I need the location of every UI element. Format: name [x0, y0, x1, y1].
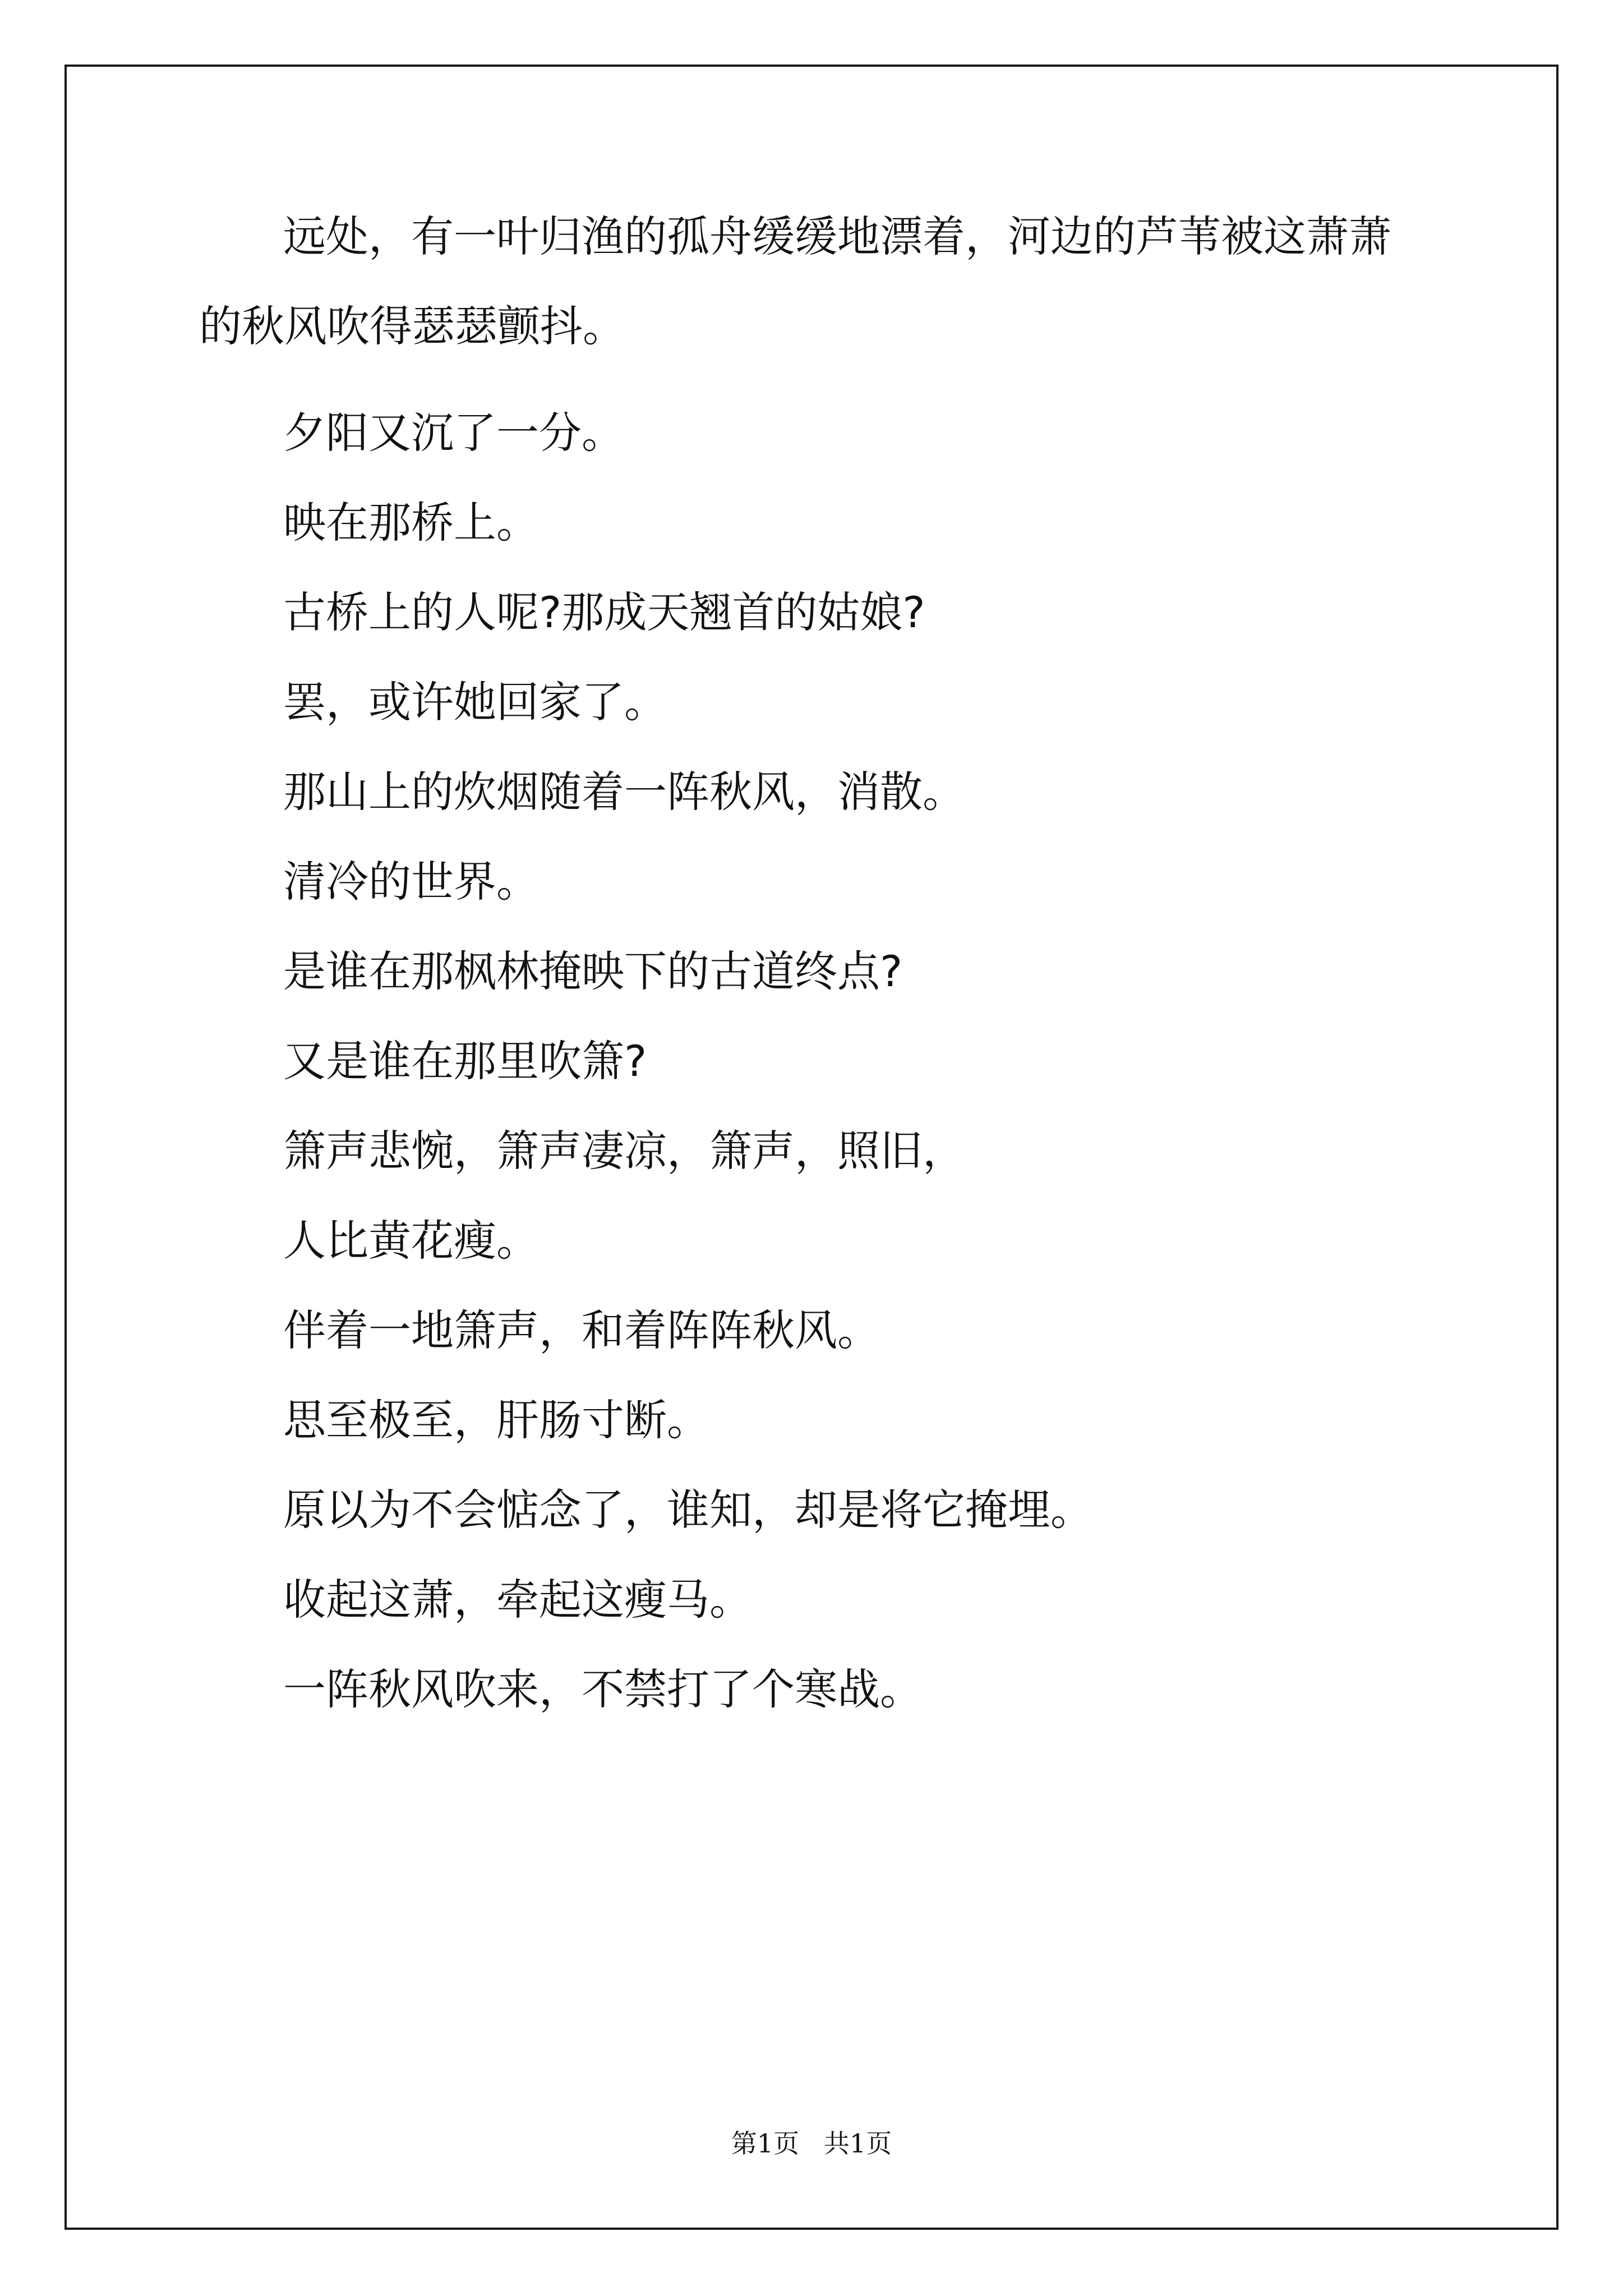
- paragraph: 映在那桥上。: [283, 498, 539, 547]
- paragraph: 原以为不会惦念了，谁知，却是将它掩埋。: [283, 1485, 1093, 1535]
- paragraph: 又是谁在那里吹箫?: [283, 1036, 647, 1086]
- page-number-footer: 第1页 共1页: [731, 2128, 892, 2159]
- paragraph: 一阵秋风吹来，不禁打了个寒战。: [283, 1664, 923, 1714]
- paragraph: 远处，有一叶归渔的孤舟缓缓地漂着，河边的芦苇被这萧萧的秋风吹得瑟瑟颤抖。: [199, 211, 1391, 351]
- document-body: [199, 209, 1433, 1718]
- paragraph: 收起这萧，牵起这瘦马。: [283, 1575, 752, 1625]
- paragraph: 思至极至，肝肠寸断。: [283, 1395, 709, 1445]
- paragraph: 箫声悲惋，箫声凄凉，箫声，照旧，: [283, 1126, 965, 1176]
- paragraph: 清冷的世界。: [283, 857, 539, 907]
- paragraph: 人比黄花瘦。: [283, 1216, 539, 1266]
- paragraph: 是谁在那枫林掩映下的古道终点?: [283, 946, 903, 996]
- paragraph: 那山上的炊烟随着一阵秋风，消散。: [283, 767, 965, 817]
- paragraph: 伴着一地箫声，和着阵阵秋风。: [283, 1305, 880, 1355]
- paragraph: 古桥上的人呢?那成天翘首的姑娘?: [283, 587, 925, 637]
- paragraph: 罢，或许她回家了。: [283, 677, 667, 727]
- paragraph: 夕阳又沉了一分。: [283, 408, 624, 458]
